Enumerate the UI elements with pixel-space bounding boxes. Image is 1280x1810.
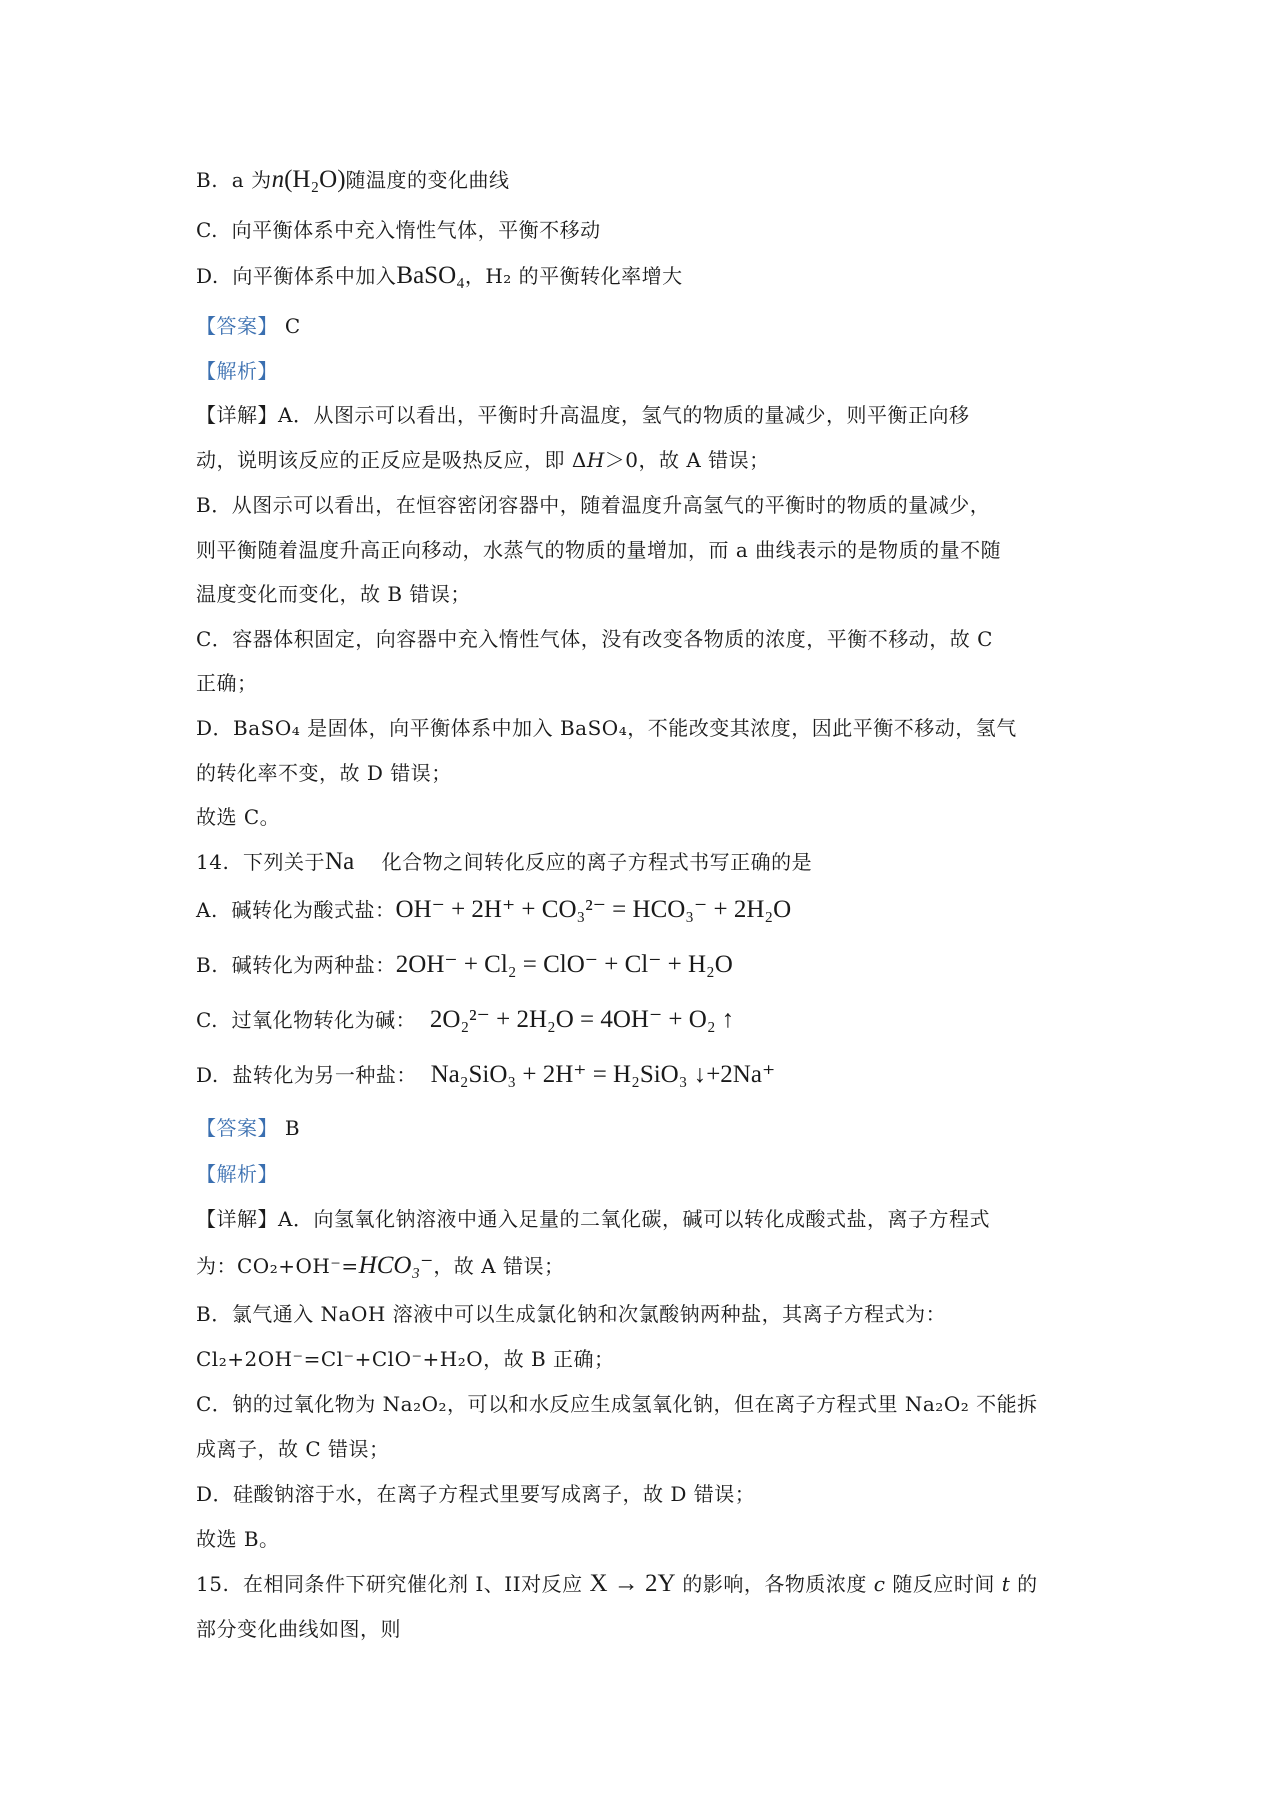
equation: 2OH⁻ + Cl₂ = ClO⁻ + Cl⁻ + H₂O [395,951,733,978]
q13-detail-line: C．容器体积固定，向容器中充入惰性气体，没有改变各物质的浓度，平衡不移动，故 C [196,627,993,651]
q14-detail-line: 为：CO₂+OH⁻=HCO₃⁻，故 A 错误； [196,1252,565,1279]
q14-detail-line: 成离子，故 C 错误； [196,1437,390,1461]
q13-option-c: C. 向平衡体系中充入惰性气体，平衡不移动 [196,218,601,242]
q14-detail-line: D．硅酸钠溶于水，在离子方程式里要写成离子，故 D 错误； [196,1482,756,1506]
q14-detail-line: B．氯气通入 NaOH 溶液中可以生成氯化钠和次氯酸钠两种盐，其离子方程式为： [196,1302,947,1326]
q14-detail-line: C．钠的过氧化物为 Na₂O₂，可以和水反应生成氢氧化钠，但在离子方程式里 Na₂O₂ 不能拆 [196,1392,1038,1416]
q14-option-d: D. 盐转化为另一种盐： Na₂SiO₃ + 2H⁺ = H₂SiO₃ ↓+2Na⁺ [196,1061,776,1088]
q13-option-d: D. 向平衡体系中加入BaSO₄，H₂ 的平衡转化率增大 [196,262,683,289]
q14-detail-line: 故选 B。 [196,1527,280,1551]
q13-detail-line: D．BaSO₄ 是固体，向平衡体系中加入 BaSO₄，不能改变其浓度，因此平衡不移动，氢气 [196,716,1017,740]
q13-detail-line: 则平衡随着温度升高正向移动，水蒸气的物质的量增加，而 a 曲线表示的是物质的量不随 [196,538,1002,562]
equation: 2O₂²⁻ + 2H₂O = 4OH⁻ + O₂ ↑ [429,1006,735,1033]
q14-answer: 【答案】 B [196,1116,301,1140]
q14-detail-line: 【详解】A．向氢氧化钠溶液中通入足量的二氧化碳，碱可以转化成酸式盐，离子方程式 [196,1207,990,1231]
q13-detail-line: 温度变化而变化，故 B 错误； [196,582,471,606]
q13-detail-line: 故选 C。 [196,805,281,829]
q15-stem-line2: 部分变化曲线如图，则 [196,1617,401,1641]
q13-detail-line: 的转化率不变，故 D 错误； [196,761,452,785]
q13-detail-line: B．从图示可以看出，在恒容密闭容器中，随着温度升高氢气的平衡时的物质的量减少， [196,493,991,517]
q14-option-c: C. 过氧化物转化为碱： 2O₂²⁻ + 2H₂O = 4OH⁻ + O₂ ↑ [196,1006,735,1033]
q13-detail-line: 正确； [196,671,258,695]
q13-answer: 【答案】 C [196,314,301,338]
q14-analysis-heading: 【解析】 [196,1162,278,1186]
q13-detail-line: 动，说明该反应的正反应是吸热反应，即 ΔH＞0，故 A 错误； [196,448,770,472]
q14-detail-line: Cl₂+2OH⁻=Cl⁻+ClO⁻+H₂O，故 B 正确； [196,1347,615,1371]
q13-option-b-species: H₂O [292,166,338,193]
q13-analysis-heading: 【解析】 [196,359,278,383]
equation: OH⁻ + 2H⁺ + CO₃²⁻ = HCO₃⁻ + 2H₂O [395,896,792,923]
q13-detail-line: 【详解】A．从图示可以看出，平衡时升高温度，氢气的物质的量减少，则平衡正向移 [196,403,970,427]
reaction-equation: X → 2Y [589,1570,676,1597]
q14-stem: 14. 下列关于Na 化合物之间转化反应的离子方程式书写正确的是 [196,848,813,875]
q14-option-b: B. 碱转化为两种盐：2OH⁻ + Cl₂ = ClO⁻ + Cl⁻ + H₂O [196,951,733,978]
q14-option-a: A. 碱转化为酸式盐：OH⁻ + 2H⁺ + CO₃²⁻ = HCO₃⁻ + 2H₂O [196,896,792,923]
q15-stem: 15. 在相同条件下研究催化剂 I、II对反应 X → 2Y 的影响，各物质浓度 c 随反应时间 t 的 [196,1570,1038,1597]
q13-option-b: B. a 为n(H₂O)随温度的变化曲线 [196,166,510,193]
q13-option-d-compound: BaSO₄ [396,262,465,289]
equation: Na₂SiO₃ + 2H⁺ = H₂SiO₃ ↓+2Na⁺ [430,1061,776,1088]
